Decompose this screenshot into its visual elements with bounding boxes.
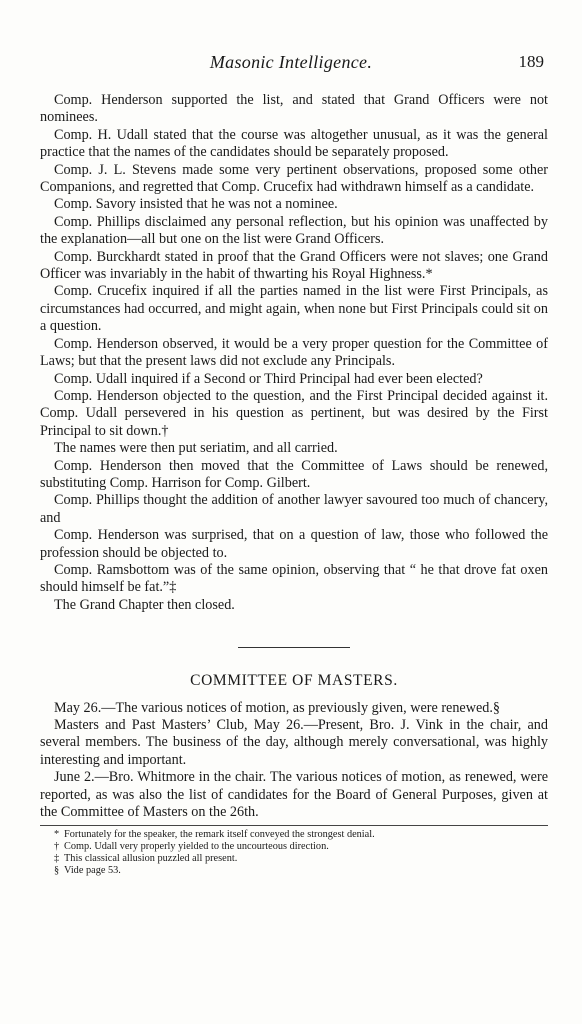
footnote-mark: † xyxy=(54,841,60,853)
footnotes xyxy=(40,829,548,877)
footnote xyxy=(54,829,548,841)
footnote-mark: * xyxy=(54,829,60,841)
footnote-text: This classical allusion puzzled all present. xyxy=(64,853,238,865)
paragraph: Comp. J. L. Stevens made some very pertinent observations, proposed some other Companions, and regretted that Comp. Crucefix had withdrawn himself as a candidate. xyxy=(40,161,548,196)
paragraph: June 2.—Bro. Whitmore in the chair. The various notices of motion, as renewed, were reported, as was also the list of candidates for the Board of General Purposes, given at the Committee of Masters on the 26th. xyxy=(40,769,548,821)
footnote xyxy=(54,853,548,865)
paragraph: Comp. Henderson objected to the question, and the First Principal decided against it. Comp. Udall persevered in his question as pertinent, but was desired by the First Principal to sit down.† xyxy=(40,387,548,439)
paragraph: Comp. Henderson supported the list, and stated that Grand Officers were not nominees. xyxy=(40,92,548,126)
paragraph: Comp. Crucefix inquired if all the parties named in the list were First Principals, as circumstances had occurred, and might again, when none but First Principals could sit on a question. xyxy=(40,283,548,335)
paragraph: Comp. Henderson was surprised, that on a question of law, those who followed the profession should be objected to. xyxy=(40,527,548,561)
footnote-text: Vide page 53. xyxy=(64,865,121,877)
footnote xyxy=(54,841,548,853)
paragraph: Comp. Phillips disclaimed any personal reflection, but his opinion was unaffected by the explanation—all but one on the list were Grand Officers. xyxy=(40,213,548,248)
paragraph: Comp. Savory insisted that he was not a nominee. xyxy=(54,196,338,213)
paragraph: The Grand Chapter then closed. xyxy=(54,596,235,613)
paragraph: Comp. H. Udall stated that the course was altogether unusual, as it was the general practice that the names of the candidates should be separately proposed. xyxy=(40,126,548,161)
paragraph: Comp. Ramsbottom was of the same opinion, observing that “ he that drove fat oxen should himself be fat.”‡ xyxy=(40,561,548,596)
paragraph: The names were then put seriatim, and all carried. xyxy=(54,440,338,457)
page-body xyxy=(40,92,548,877)
running-header xyxy=(0,52,582,82)
footnote-text: Comp. Udall very properly yielded to the uncourteous direction. xyxy=(64,841,329,853)
paragraph: May 26.—The various notices of motion, as previously given, were renewed.§ xyxy=(54,699,501,716)
footnote xyxy=(54,865,548,877)
paragraph: Comp. Henderson observed, it would be a very proper question for the Committee of Laws; but that the present laws did not exclude any Principals. xyxy=(40,335,548,370)
footnote-divider xyxy=(40,825,548,826)
page-number: 189 xyxy=(518,52,544,71)
paragraph: Comp. Burckhardt stated in proof that the Grand Officers were not slaves; one Grand Officer was invariably in the habit of thwarting his Royal Highness.* xyxy=(40,248,548,283)
footnote-mark: ‡ xyxy=(54,853,60,865)
paragraph: Comp. Henderson then moved that the Committee of Laws should be renewed, substituting Comp. Harrison for Comp. Gilbert. xyxy=(40,457,548,491)
footnote-mark: § xyxy=(54,865,60,877)
paragraph: Comp. Udall inquired if a Second or Third Principal had ever been elected? xyxy=(54,370,483,387)
running-title: Masonic Intelligence. xyxy=(209,52,373,72)
section-heading: COMMITTEE OF MASTERS. xyxy=(190,672,398,690)
section-divider xyxy=(238,647,350,648)
footnote-text: Fortunately for the speaker, the remark itself conveyed the strongest denial. xyxy=(64,829,375,841)
paragraph: Comp. Phillips thought the addition of another lawyer savoured too much of chancery, and xyxy=(40,492,548,526)
paragraph: Masters and Past Masters’ Club, May 26.—Present, Bro. J. Vink in the chair, and several members. The business of the day, although merely conversational, was highly interesting and important. xyxy=(40,717,548,768)
